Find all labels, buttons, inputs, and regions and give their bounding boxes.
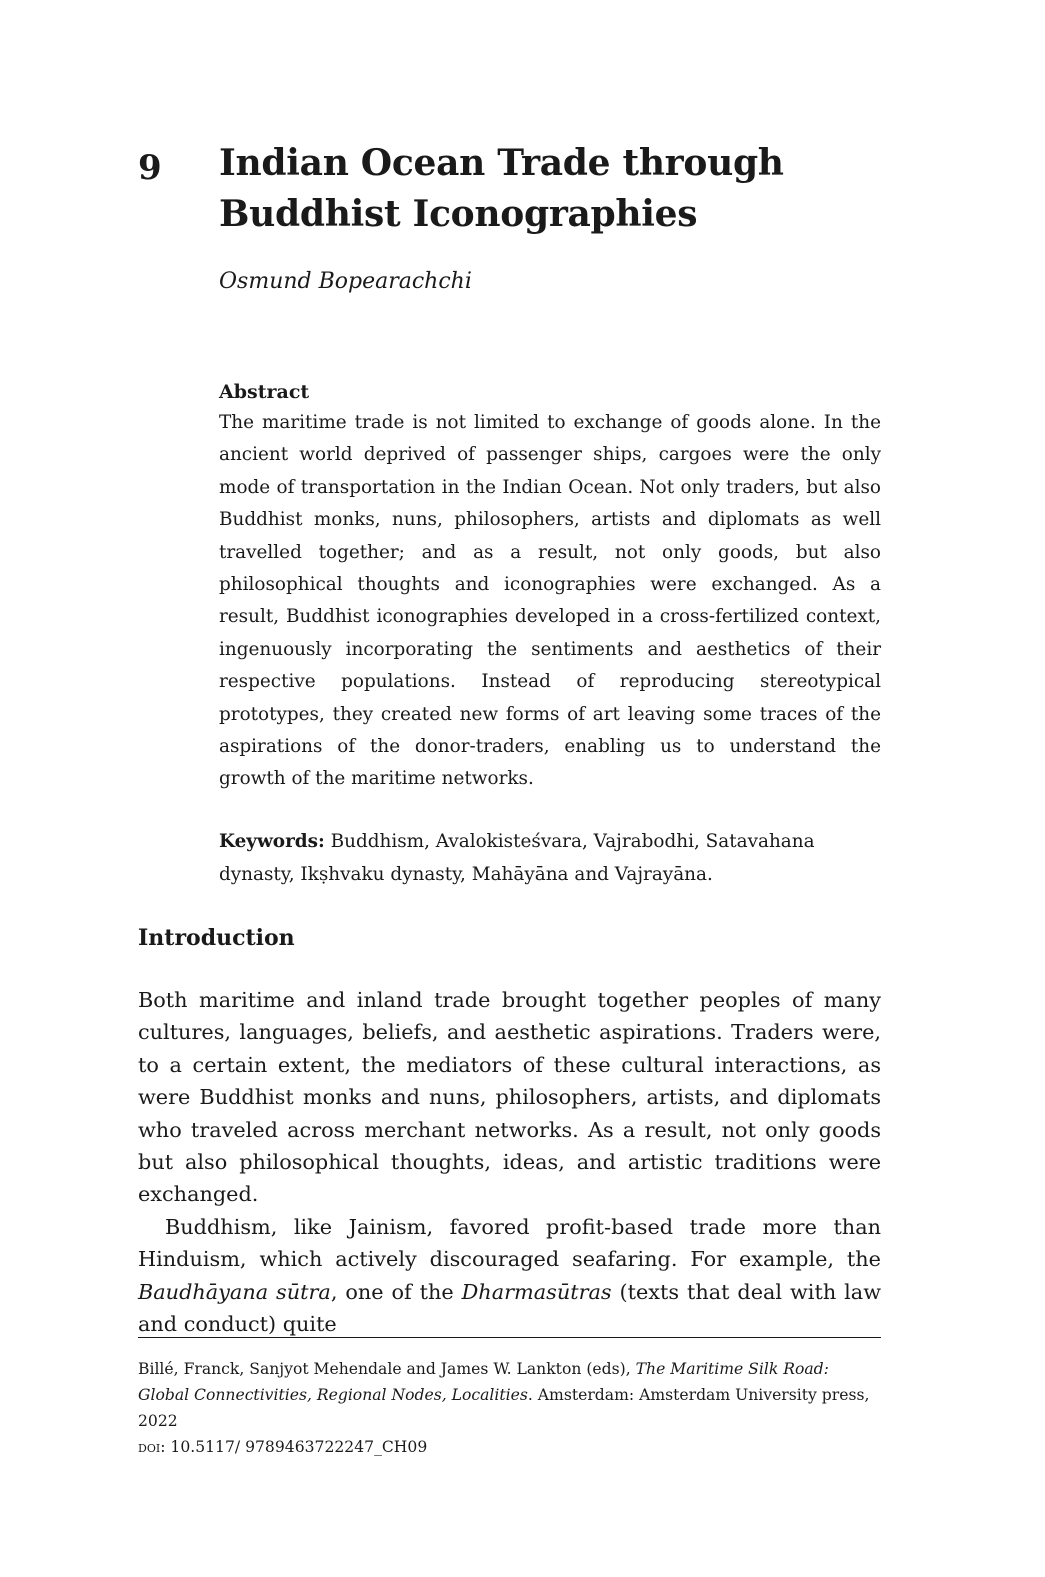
section-heading-introduction: Introduction — [138, 925, 295, 951]
abstract-heading: Abstract — [219, 381, 310, 403]
citation-text: Billé, Franck, Sanjyot Mehendale and James W. Lankton (eds), — [138, 1360, 636, 1378]
citation — [138, 1356, 881, 1434]
italic-title: Baudhāyana sūtra — [138, 1279, 331, 1304]
chapter-title: Indian Ocean Trade through Buddhist Iconographies — [219, 142, 784, 235]
footnote-divider — [138, 1337, 881, 1338]
abstract-text: The maritime trade is not limited to exchange of goods alone. In the ancient world deprived of passenger ships, cargoes were the only mode of transportation in the Indian Ocean. Not only traders, but also Buddhist monks, nuns, philosophers, artists and diplomats as well travelled together; and as a result, not only goods, but also philosophical thoughts and iconographies were exchanged. As a result, Buddhist iconographies developed in a cross-fertilized context, ingenuously incorporating the sentiments and aesthetics of their respective populations. Instead of reproducing stereotypical prototypes, they created new forms of art leaving some traces of the aspirations of the donor-traders, enabling us to understand the growth of the maritime networks. — [219, 412, 881, 790]
keywords-list: Buddhism, Avalokisteśvara, Vajrabodhi, Satavahana dynasty, Ikṣhvaku dynasty, Mahāyāna and Vajrayāna. — [219, 830, 815, 885]
text-run: (texts that deal with law and conduct) quite — [138, 1279, 881, 1337]
text-run: Buddhism, like Jainism, favored profit-based trade more than Hinduism, which actively discouraged seafaring. For example, the — [138, 1214, 881, 1272]
paragraph — [138, 1211, 881, 1341]
keywords-label: Keywords: — [219, 830, 325, 852]
doi — [138, 1434, 881, 1460]
italic-title: Dharmasūtras — [461, 1279, 612, 1304]
footnote-citation — [138, 1356, 881, 1460]
abstract-section — [219, 378, 881, 891]
author-name: Osmund Bopearachchi — [219, 269, 472, 294]
doi-value: : 10.5117/ 9789463722247_CH09 — [160, 1438, 428, 1456]
keywords — [219, 825, 881, 891]
doi-label: doi — [138, 1438, 161, 1456]
introduction-body — [138, 984, 881, 1340]
chapter-number: 9 — [138, 148, 162, 188]
text-run: , one of the — [330, 1279, 462, 1304]
citation-publisher: . Amsterdam: Amsterdam University press, 2022 — [138, 1386, 870, 1430]
paragraph: Both maritime and inland trade brought together peoples of many cultures, languages, beliefs, and aesthetic aspirations. Traders were, to a certain extent, the mediators of these cultural interactions, as were Buddhist monks and nuns, philosophers, artists, and diplomats who traveled across merchant networks. As a result, not only goods but also philosophical thoughts, ideas, and artistic traditions were exchanged. — [138, 988, 881, 1207]
citation-book-title: The Maritime Silk Road: Global Connectivities, Regional Nodes, Localities — [138, 1360, 829, 1404]
